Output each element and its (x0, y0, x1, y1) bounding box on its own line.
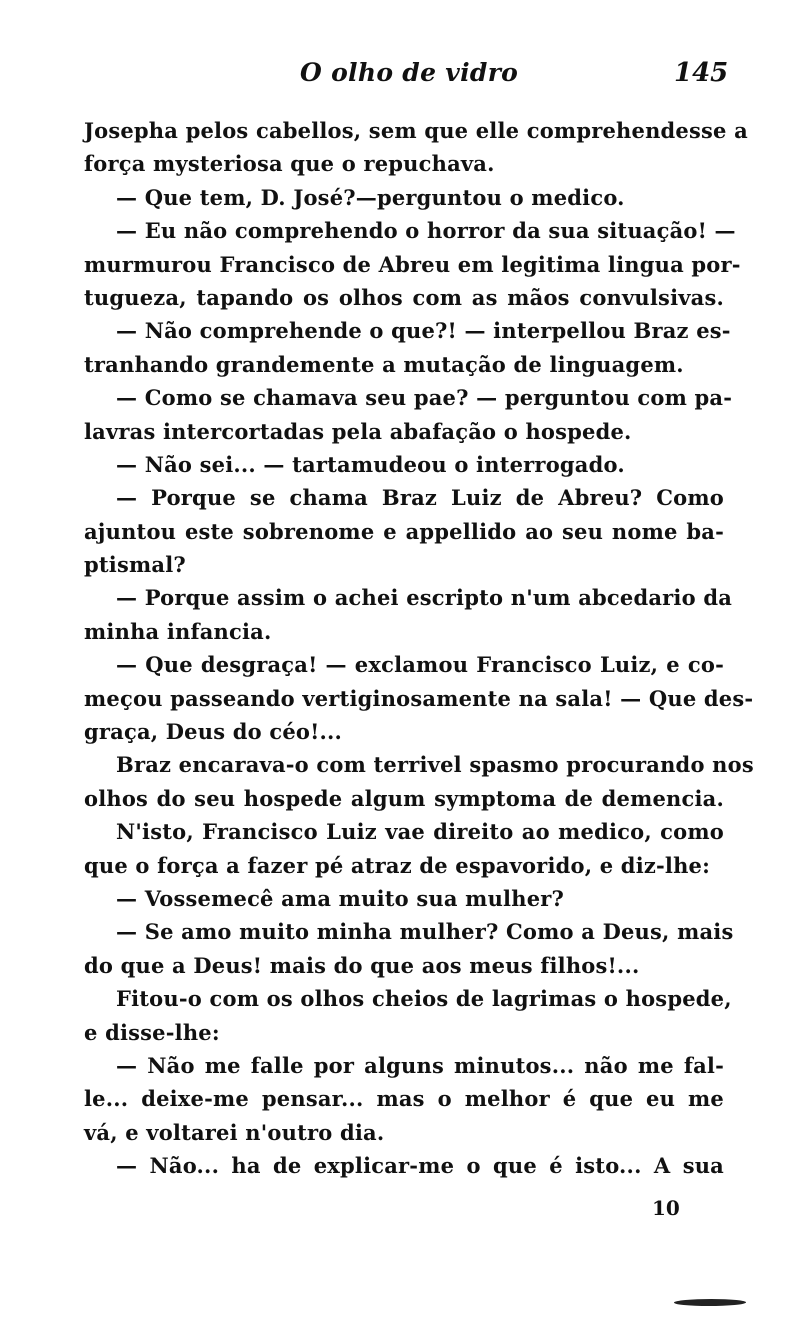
text-line: — Que tem, D. José?—perguntou o medico. (116, 184, 625, 210)
text-line: ajuntou este sobrenome e appellido ao seu nome ba- (84, 518, 724, 544)
text-line: — Que desgraça! — exclamou Francisco Luiz, e co- (116, 652, 724, 678)
body-text (84, 114, 754, 1183)
page-number: 145 (674, 58, 729, 88)
text-line: — Não sei... — tartamudeou o interrogado. (116, 451, 625, 477)
ink-smudge (673, 1299, 748, 1306)
text-line: — Vossemecê ama muito sua mulher? (116, 885, 565, 911)
text-line: e disse-lhe: (84, 1019, 220, 1045)
text-line: meçou passeando vertiginosamente na sala! — Que des- (84, 685, 754, 711)
text-line: que o força a fazer pé atraz de espavorido, e diz-lhe: (84, 852, 711, 878)
text-line: do que a Deus! mais do que aos meus filhos!... (84, 952, 640, 978)
text-line: graça, Deus do céo!... (84, 719, 343, 745)
text-line: tugueza, tapando os olhos com as mãos convulsivas. (84, 284, 724, 310)
text-line: N'isto, Francisco Luiz vae direito ao medico, como (116, 819, 724, 845)
text-line: tranhando grandemente a mutação de linguagem. (84, 351, 684, 377)
text-line: Braz encarava-o com terrivel spasmo procurando nos (116, 752, 754, 778)
text-line: — Se amo muito minha mulher? Como a Deus, mais (116, 919, 734, 945)
text-line: ptismal? (84, 552, 186, 578)
text-line: força mysteriosa que o repuchava. (84, 151, 495, 177)
text-line: lavras intercortadas pela abafação o hospede. (84, 418, 632, 444)
text-line: — Eu não comprehendo o horror da sua situação! — (116, 218, 736, 244)
page-header (0, 58, 800, 94)
text-line: — Não me falle por alguns minutos... não me fal- (116, 1052, 724, 1078)
text-line: minha infancia. (84, 618, 272, 644)
text-line: — Não... ha de explicar-me o que é isto... A sua (116, 1153, 724, 1179)
text-line: — Como se chamava seu pae? — perguntou com pa- (116, 385, 733, 411)
text-line: Fitou-o com os olhos cheios de lagrimas o hospede, (116, 986, 732, 1012)
text-line: olhos do seu hospede algum symptoma de demencia. (84, 785, 724, 811)
running-title: O olho de vidro (300, 58, 519, 87)
text-line: — Porque se chama Braz Luiz de Abreu? Como (116, 485, 724, 511)
text-line: Josepha pelos cabellos, sem que elle comprehendesse a (84, 118, 748, 143)
text-line: vá, e voltarei n'outro dia. (84, 1119, 385, 1145)
text-line: — Não comprehende o que?! — interpellou Braz es- (116, 318, 731, 344)
text-line: le... deixe-me pensar... mas o melhor é que eu me (84, 1086, 724, 1112)
text-line: murmurou Francisco de Abreu em legitima lingua por- (84, 251, 741, 277)
signature-mark: 10 (652, 1196, 680, 1220)
text-line: — Porque assim o achei escripto n'um abcedario da (116, 585, 733, 611)
